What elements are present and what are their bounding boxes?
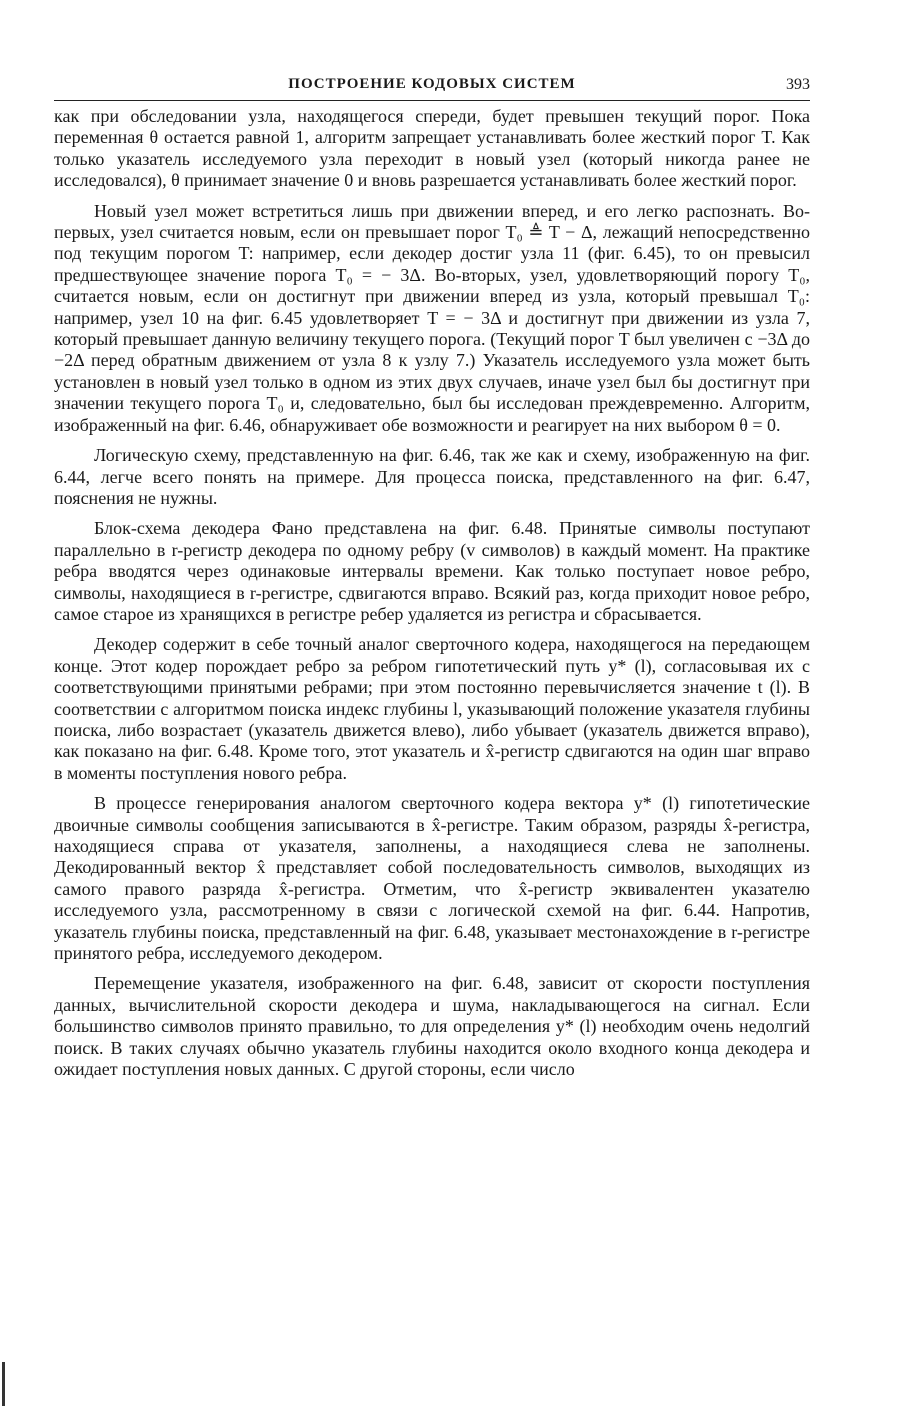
running-title: ПОСТРОЕНИЕ КОДОВЫХ СИСТЕМ (288, 76, 576, 92)
paragraph-6: В процессе генерирования аналогом сверточного кодера вектора y* (l) гипотетические двоичные символы сообщения записываются в x̂-регистре. Таким образом, разряды x̂-регистра, находящиеся справа от указателя, заполнены, а находящиеся слева не заполнены. Декодированный вектор x̂ представляет собой последовательность символов, выходящих из самого правого разряда x̂-регистра. Отметим, что x̂-регистр эквивалентен указателю исследуемого узла, рассмотренному в связи с логической схемой на фиг. 6.44. Напротив, указатель глубины поиска, представленный на фиг. 6.48, указывает местонахождение в r-регистре принятого ребра, исследуемого декодером. (54, 793, 810, 964)
paragraph-1: как при обследовании узла, находящегося спереди, будет превышен текущий порог. Пока переменная θ остается равной 1, алгоритм запрещает устанавливать более жесткий порог T. Как только указатель исследуемого узла переходит в новый узел (который никогда ранее не исследовался), θ принимает значение 0 и вновь разрешается устанавливать более жесткий порог. (54, 106, 810, 191)
paragraph-7: Перемещение указателя, изображенного на фиг. 6.48, зависит от скорости поступления данных, вычислительной скорости декодера и шума, накладывающегося на сигнал. Если большинство символов принято правильно, то для определения y* (l) необходим очень недолгий поиск. В таких случаях обычно указатель глубины находится около входного конца декодера и ожидает поступления новых данных. С другой стороны, если число (54, 973, 810, 1080)
page-header (54, 74, 810, 101)
body-text (54, 106, 810, 1089)
page-number: 393 (786, 76, 810, 93)
paragraph-2: Новый узел может встретиться лишь при движении вперед, и его легко распознать. Во-первых, узел считается новым, если он превышает порог T₀ ≜ T − Δ, лежащий непосредственно под текущим порогом T: например, если декодер достиг узла 11 (фиг. 6.45), то он превысил предшествующее значение порога T₀ = − 3Δ. Во-вторых, узел, удовлетворяющий порогу T₀, считается новым, если он достигнут при движении вперед из узла, который превышал T₀: например, узел 10 на фиг. 6.45 удовлетворяет T = − 3Δ и достигнут при движении из узла 7, который превышает данную величину текущего порога. (Текущий порог T был увеличен с −3Δ до −2Δ перед обратным движением от узла 8 к узлу 7.) Указатель исследуемого узла может быть установлен в новый узел только в одном из этих двух случаев, иначе узел был бы достигнут при значении текущего порога T₀ и, следовательно, был бы исследован преждевременно. Алгоритм, изображенный на фиг. 6.46, обнаруживает обе возможности и реагирует на них выбором θ = 0. (54, 200, 810, 435)
paragraph-5: Декодер содержит в себе точный аналог сверточного кодера, находящегося на передающем конце. Этот кодер порождает ребро за ребром гипотетический путь y* (l), согласовывая их с соответствующими принятыми ребрами; при этом постоянно перевычисляется значение t (l). В соответствии с алгоритмом поиска индекс глубины l, указывающий положение указателя глубины поиска, либо возрастает (указатель движется влево), либо убывает (указатель движется вправо), как показано на фиг. 6.48. Кроме того, этот указатель и x̂-регистр сдвигаются на один шаг вправо в моменты поступления нового ребра. (54, 634, 810, 783)
paragraph-4: Блок-схема декодера Фано представлена на фиг. 6.48. Принятые символы поступают параллельно в r-регистр декодера по одному ребру (v символов) в каждый момент. На практике ребра вводятся через одинаковые интервалы времени. Как только поступает новое ребро, символы, находящиеся в r-регистре, сдвигаются вправо. Всякий раз, когда приходит новое ребро, самое старое из хранящихся в регистре ребер удаляется из регистра и сбрасывается. (54, 518, 810, 624)
paragraph-3: Логическую схему, представленную на фиг. 6.46, так же как и схему, изображенную на фиг. 6.44, легче всего понять на примере. Для процесса поиска, представленного на фиг. 6.47, пояснения не нужны. (54, 445, 810, 508)
scan-edge-mark (2, 1362, 5, 1406)
